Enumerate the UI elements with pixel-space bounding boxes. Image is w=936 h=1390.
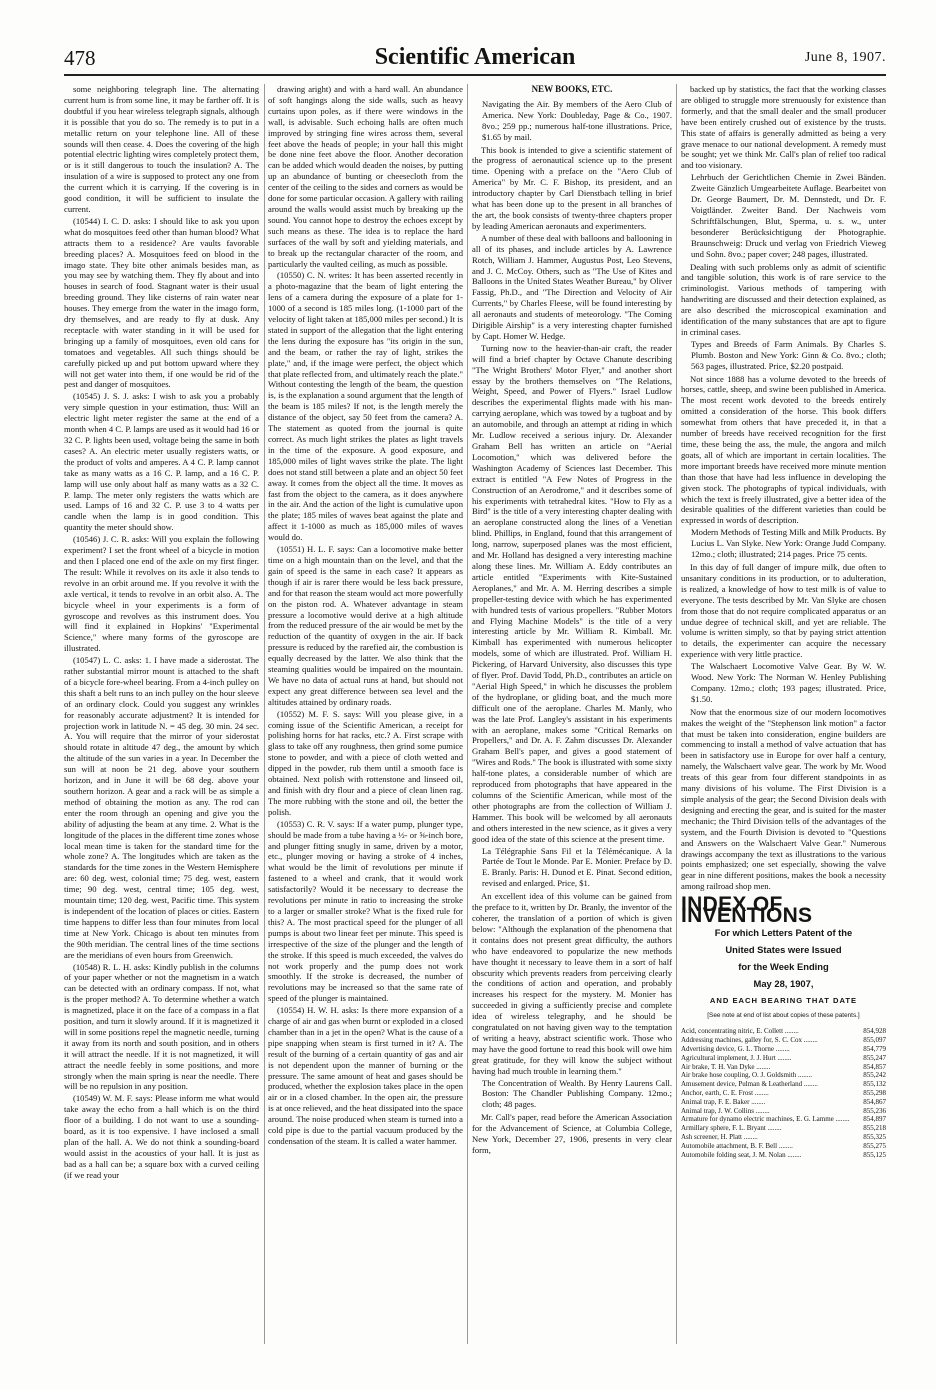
patent-entry (681, 1063, 886, 1072)
patent-number: 854,897 (863, 1115, 886, 1124)
patent-entry (681, 1071, 886, 1080)
patent-number: 855,097 (863, 1036, 886, 1045)
index-subtitle: For which Letters Patent of the (714, 926, 853, 938)
review-paragraph: Not since 1888 has a volume devoted to the breeds of horses, cattle, sheep, and swine been published in America. The most recent work devoted to the breeds entirely omitted a consideration of the horse. This book differs somewhat from others that have preceded it, in that a number of breeds have received recognition for the first time, these being the ass, the mule, the angora and milch goats, all of which are important in certain localities. The more important breeds have received more minute mention than those that have had less influence in developing the given stock. The photographs of typical individuals, with which the text is freely illustrated, give a better idea of the desirable qualities of the different varieties than could be expressed in words of description. (681, 373, 886, 526)
journal-title: Scientific American (374, 44, 576, 70)
book-entry: The Walschaert Locomotive Valve Gear. By W. W. Wood. New York: The Norman W. Henley Publishing Company. 12mo.; cloth; 193 pages; illustrated. Price, $1.50. (691, 661, 886, 704)
index-note: [See note at end of list about copies of these patents.] (707, 1011, 860, 1019)
review-paragraph: Now that the enormous size of our modern locomotives makes the weight of the "Stephenson link motion" a factor that must be taken into consideration, engine builders are commencing to install a method of valve actuation that has been in satisfactory use in Europe for over half a century, namely, the Walschaert valve gear. The work by Mr. Wood treats of this gear from four different standpoints in as many divisions of his volume. The First Division is a simple analysis of the gear; the Second Division deals with designing and erecting the gear, and is suited for the master mechanic; the Third Division tells of the advantages of the system, and the Fourth Division is devoted to "Questions and Answers on the Walschaert Valve Gear." Numerous drawings accompany the text as illustrations to the various points emphasized; one set especially, showing the valve gear in nine different positions, makes the book a necessity among railroad shop men. (681, 706, 886, 892)
review-paragraph: Turning now to the heavier-than-air craft, the reader will find a brief chapter by Octave Chanute describing "The Wright Brothers' Motor Flyer," and another short essay by the brothers themselves on "The Relations, Weight, Speed, and Power of Flyers." Israel Ludlow describes the experimental flights made with his man-carrying aeroplane, which was towed by a tugboat and by an automobile, and through an attempt at riding in which Mr. Ludlow received a serious injury. Dr. Alexander Graham Bell has written an article on "Aerial Locomotion," which was delivered before the Washington Academy of Sciences last December. This extract is entitled "A Few Notes of Progress in the Construction of an Aerodrome," and it describes some of his experiments with tetrahedral kites. "How to Fly as a Bird" is the title of a very interesting chapter dealing with an aeroplane constructed along the lines of a Venetian blind. Phillips, in England, found that this arrangement of long, narrow, superposed planes was the most efficient, and Mr. Holland has designed a very interesting machine along these lines. Mr. William A. Eddy contributes an article entitled "Experiments with Kite-Sustained Aeroplanes," and Mr. A. M. Herring describes a simple propeller-testing device with which he has experimented with hundred tests of various propellers. "Rubber Motors and Flying Machine Models" is the title of a very interesting article by Mr. William R. Kimball. Mr. Kimball has experimented with numerous helicopter models, some of which are illustrated. Prof. William H. Pickering, of Harvard University, also discusses this type of flyer. Prof. David Todd, Ph.D., contributes an article on "Aerial High Speed," in which he discusses the problem of the hydroplane, or gliding boat, and the much more difficult one of the aeroplane. Charles M. Manly, who was the late Prof. Langley's assistant in his experiments with an aeroplane, makes some "Critical Remarks on Propellers," and Dr. A. F. Zahm discusses Dr. Alexander Graham Bell's paper, and gives a good statement of "Wires and Rods." The book is illustrated with some sixty half-tone plates, a considerable number of which are reproduced from photographs that have appeared in the columns of the Scientific American, while most of the other photographs are from the collection of William J. Hammer. This book will be welcomed by all aeronauts and others interested in the new science, as it gives a very good idea of the state of this science at the present time. (472, 342, 672, 844)
review-paragraph: This book is intended to give a scientific statement of the progress of aeronautical science up to the present time. Opening with a preface on the "Aero Club of America" by Mr. C. F. Bishop, its president, and an introductory chapter by Carl Dienstbach telling in brief what has been done up to the present in all branches of the art, the book consists of twenty-three chapters proper by leading American aeronauts and experimenters. (472, 144, 672, 231)
book-entry: La Télégraphie Sans Fil et la Télémécanique. A la Partée de Tout le Monde. Par E. Monier. Preface by D. E. Branly. Paris: H. Dunod et E. Pinat. Second edition, revised and enlarged. Price, $1. (482, 845, 672, 889)
review-paragraph: In this day of full danger of impure milk, due often to unsanitary conditions in its production, or to adulteration, is realized, a knowledge of how to test milk is of value to everyone. The tests described by Mr. Van Slyke are chosen from those that do not require complicated apparatus or an undue degree of technical skill, and yet are reliable. The volume is written simply, so that by paying strict attention to details, the experimenter can acquire the necessary experience with very little practice. (681, 561, 886, 660)
patent-number: 855,298 (863, 1088, 886, 1097)
patent-number: 855,325 (863, 1132, 886, 1141)
patent-name: Acid, concentrating nitric, E. Collett ........ (681, 1027, 799, 1036)
patent-name: Air brake, T. H. Van Dyke ........ (681, 1062, 771, 1071)
query-paragraph: (10548) R. L. H. asks: Kindly publish in the columns of your paper whether or not the magnetism in a watch can be detected with an ordinary compass. If not, what is the proper method? A. To determine whether a watch is magnetized, place it on the face of a compass in a flat position, and turn it slowly around. If it is magnetized it will in some positions repel the magnetic needle, turning it away from its north and south position, and in others it will attract the needle. If it is not magnetized, it will attract the needle feebly in some positions, and more strongly when the main spring is near the needle. There will be no repulsion in any position. (64, 961, 259, 1092)
patent-name: Addressing machines, galley for, S. C. Cox ........ (681, 1036, 818, 1045)
patent-name: Ash screener, H. Platt ........ (681, 1132, 758, 1141)
patent-entry (681, 1027, 886, 1036)
index-subtitle: United States were Issued (725, 943, 842, 955)
page-header (64, 44, 886, 74)
patent-entry (681, 1133, 886, 1142)
patent-name: Agricultural implement, J. J. Hurt ........ (681, 1053, 792, 1062)
patent-name: Armillary sphere, F. L. Bryant ........ (681, 1124, 782, 1133)
query-paragraph: (10547) L. C. asks: 1. I have made a siderostat. The rather substantial mirror mount is attached to the shaft of a bicycle fore-wheel bearing. From a 4-inch pulley on this shaft a belt runs to an inch pulley on the hour sleeve of an ordinary clock. Could you suggest any wrinkles for reasonably accurate adjustment? It is intended for projection work in latitude N. = 45 deg. 30 min. 24 sec. A. You will require that the mirror of your siderostat should rotate in altitude 47 deg., the amount by which the altitude of the sun varies in a year. In December the sun will at noon be 21 deg. above your southern horizon, and in June it will be 68 deg. above your southern horizon. A gear and a rack will be as simple a method of obtaining the motion as any. The rod can enter the room through an opening and give you the ability of adjusting the beam at any time. 2. What is the longitude of the places in the different time zones whose local mean time is taken for the standard time for the whole zone? A. The longitudes which are taken as the standards for the time zones in the Western Hemisphere are: 60 deg. west, colonial time; 75 deg. west, eastern time; 90 deg. west, central time; 105 deg. west, mountain time; 120 deg. west, Pacific time. This system is independent of the location of places or cities. Eastern time happens to differ less than four minutes from local time at New York. Chicago is about ten minutes from the 90th meridian. The central lines of the time sections are the meridians of even hours from Greenwich. (64, 655, 259, 960)
patent-entry (681, 1107, 886, 1116)
patent-name: Anchor, earth, C. E. Frost ........ (681, 1088, 769, 1097)
review-paragraph: Dealing with such problems only as admit of scientific and tangible solution, this work is of rare service to the criminologist. Various methods of tampering with handwriting are discussed and their detection explained, as are also described the microscopical examination and identification of the many substances that are apt to figure in criminal cases. (681, 261, 886, 337)
book-entry: Types and Breeds of Farm Animals. By Charles S. Plumb. Boston and New York: Ginn & Co. 8vo.; cloth; 563 pages, illustrated. Price, $2.20 postpaid. (691, 338, 886, 371)
review-paragraph: Mr. Call's paper, read before the American Association for the Advancement of Science, at Columbia College, New York, December 27, 1906, presents in very clear form, (472, 1112, 672, 1155)
column-divider (676, 84, 677, 1344)
patent-entry (681, 1080, 886, 1089)
column-1 (64, 84, 259, 1344)
query-paragraph: (10553) C. R. V. says: If a water pump, plunger type, should be made from a tube having a ½- or ⅝-inch bore, and plunger fitting snugly in same, driven by a motor, etc., plunger moving or having a stroke of 4 inches, what would be the limit of revolutions per minute if fastened to a wheel and crank, that it would work satisfactorily? Would it be necessary to decrease the revolutions per minute in ratio to increasing the stroke to a larger or smaller stroke? What is the fixed rule for this? A. The most practical speed for the plunger of all pumps is about two linear feet per minute. This speed is irrespective of the size of the plunger and the length of the stroke. If this speed is much exceeded, the valves do not work properly and the pump does not work smoothly. If the stroke is decreased, the number of revolutions may be increased so that the same rate of speed of the plunger is maintained. (268, 818, 463, 1004)
review-paragraph: backed up by statistics, the fact that the working classes are obliged to struggle more strenuously for existence than formerly, and that the small dealer and the small producer have been entirely crushed out of existence by the trusts. This state of affairs is generally admitted as being a very grave menace to our national development. A remedy must be sought; yet we think Mr. Call's plan of relief too radical and too visionary. (681, 84, 886, 171)
review-paragraph: An excellent idea of this volume can be gained from the preface to it, written by Dr. Branly, the inventor of the coherer, the translation of a portion of which is given below: "Although the explanation of the phenomena that it contains does not present great difficulty, the authors who have endeavored to popularize the new methods have thought it necessary to leave them in a sort of half obscurity which prevents readers from perceiving clearly the conditions of action and operation, and probably increases his respect for the mystery. M. Monier has succeeded in giving a sufficiently precise and complete idea of wireless telegraphy, and he should be congratulated on not having given way to the temptation of writing a heavy, abstract scientific work. Those who may have the good fortune to read this book will owe him great gratitude, for they will know the subject without having had much trouble in learning them." (472, 891, 672, 1076)
review-paragraph: A number of these deal with balloons and ballooning in all of its phases, and include articles by A. Lawrence Rotch, William J. Hammer, Augustus Post, Leo Stevens, and J. C. McCoy. Others, such as "The Use of Kites and Balloons in the United States Weather Bureau," by Oliver Fassig, Ph.D., and "The Direction and Velocity of Air Currents," by Charles Fleese, will be found interesting by all aeronauts and students of meteorology. "The Coming Dirigible Airship" is a very interesting chapter furnished by Capt. Homer W. Hedge. (472, 232, 672, 341)
index-subtitle: May 28, 1907, (753, 977, 814, 989)
query-paragraph: some neighboring telegraph line. The alternating current hum is from some line, it may be farther off. It is doubtful if you hear wireless telegraph signals, although it is possible that you do so. The remedy is to put in a metallic return on your telephone line. All of these sounds will then cease. 4. Does the covering of the high potential electric lighting wires completely protect them, or is it still dangerous to touch the insulation? A. The insulation of a wire is supposed to protect any one from the current which it is carrying. If the covering is in good condition, it will be sufficient to insulate the current. (64, 84, 259, 214)
patent-number: 854,867 (863, 1097, 886, 1106)
patent-name: Amusement device, Pulman & Leatherland ........ (681, 1080, 818, 1089)
patent-entry (681, 1045, 886, 1054)
patent-number: 855,247 (863, 1053, 886, 1062)
patent-number: 855,132 (863, 1080, 886, 1089)
column-divider (467, 84, 468, 1344)
patent-entry (681, 1151, 886, 1160)
patent-entry (681, 1124, 886, 1133)
patent-name: Advertising device, G. L. Thorne ........ (681, 1045, 790, 1053)
book-entry: The Concentration of Wealth. By Henry Laurens Call. Boston: The Chandler Publishing Company. 12mo.; cloth; 48 pages. (482, 1077, 672, 1110)
index-subtitle: AND EACH BEARING THAT DATE (709, 995, 858, 1005)
patent-name: Automobile folding seat, J. M. Nolan ........ (681, 1150, 802, 1159)
page-number: 478 (64, 46, 96, 70)
column-3 (472, 84, 672, 1344)
book-entry: Lehrbuch der Gerichtlichen Chemie in Zwei Bänden. Zweite Gänzlich Umgearbeitete Auflage. Bearbeitet von Dr. George Baumert, Dr. M. Dennstedt, und Dr. F. Voigtländer. Zweiter Band. Der Nachweis vom Schriftfälschungen, Blut, Sperma, u. s. w., unter besonderer Berücksichtigung der Photographie. Braunschweig: Druck und verlag von Friedrich Vieweg und Sohn. 8vo.; paper cover; 248 pages, illustrated. (691, 172, 886, 259)
patent-number: 855,242 (863, 1071, 886, 1080)
patent-number: 854,857 (863, 1062, 886, 1071)
query-paragraph: drawing aright) and with a hard wall. An abundance of soft hangings along the side walls, such as heavy curtains upon poles, as if there were windows in the wall, is advisable. Such echoing halls are often much improved by stringing fine wires across them, several feet above the heads of people; in your hall this might be done nine feet above the floor. Another decoration can be added which would deaden the noises, by putting up an abundance of bunting or cheesecloth from the center of the ceiling to the sides and corners as would be done for some particular occasion. A gallery with railing around the walls would assist much by breaking up the sound. You cannot hope to destroy the echoes except by such means as these. The idea is to replace the hard surfaces of the wall by soft and yielding materials, and to break up the rectangular character of the room, and particularly the vaulted ceiling, as much as possible. (268, 84, 463, 269)
column-divider (264, 84, 265, 1344)
index-title: INDEX OF INVENTIONS (681, 893, 813, 928)
query-paragraph: (10545) J. S. J. asks: I wish to ask you a probably very simple question in your estimation, thus: Will an electric light meter register the same at the end of a month when 4 C. P. lamps are used as it would had 16 or 32 C. P. lights been used, voltage being the same in both cases? A. An electric meter usually registers watts, or the product of volts and amperes. A 4 C. P. lamp cannot take as many watts as a 16 C. P. lamp, and a 16 C. P. lamp will use only about half as many watts as a 32 C. P. lamp. The meter only registers the watts which are used. Lamps of 16 and 32 C. P. use 3 to 4 watts per candle when the lamp is in good condition. This quantity the meter should show. (64, 391, 259, 533)
index-subtitle: for the Week Ending (738, 960, 829, 972)
query-paragraph: (10544) I. C. D. asks: I should like to ask you upon what do mosquitoes feed other than human blood? What attracts them to a residence? Are vaults favorable breeding places? A. Mosquitoes feed on blood in the imago state. They bite other animals besides man, as you may see by watching them. They fly about and into houses in search of food. Stagnant water is their usual breeding ground. They like cisterns of rain water near houses. They emerge from the water in the imago form, dry themselves, and are ready to fly at dusk. Any receptacle with water standing in it will be used for bringing up a family of mosquitoes, even old cans for tomatoes and vegetables. All such things should be carefully picked up and put bottom upward where they will not get water into them, if one would be rid of the pest and danger of mosquitoes. (64, 215, 259, 390)
column-4 (681, 84, 886, 1344)
column-2 (268, 84, 463, 1344)
patent-name: Automobile attachment, B. F. Bell ........ (681, 1141, 793, 1150)
book-entry: Modern Methods of Testing Milk and Milk Products. By Lucius L. Van Slyke. New York: Orange Judd Company. 12mo.; cloth; illustrated; 214 pages. Price 75 cents. (691, 527, 886, 560)
patent-name: Armature for dynamo electric machines, E. G. Lamme ........ (681, 1115, 850, 1124)
query-paragraph: (10549) W. M. F. says: Please inform me what would take away the echo from a hall which is on the third floor of a building. I do not want to use a sounding-board, as it is too expensive. I have inclosed a small plan of the hall. A. We do not think a sounding-board would assist in the acoustics of your hall. It is just as bad as a hall can be; a square box with a curved ceiling (if we read your (64, 1093, 259, 1180)
query-paragraph: (10551) H. L. F. says: Can a locomotive make better time on a high mountain than on the level, and that the gain of speed is the same in each case? It appears as though if air is rarer there would be less back pressure, and for that reason the steam would act more powerfully on the piston rod. A. Whatever advantage in steam pressure a locomotive would derive at a high altitude from the reduced pressure of the air would be met by the reduction of the quantity of oxygen in the air. If back pressure is reduced by the rarefied air, the combustion is equally decreased by the latter. We also think that the steaming qualities would be impaired on the mountain. We have no data of actual runs at hand, but should not expect any great difference between sea level and the altitudes attained by ordinary roads. (268, 544, 463, 707)
patent-number: 854,928 (863, 1027, 886, 1036)
patent-number: 854,779 (863, 1045, 886, 1053)
query-paragraph: (10554) H. W. H. asks: Is there more expansion of a charge of air and gas when burnt or exploded in a closed chamber than in a jet in the open? What is the cause of a pipe snapping when steam is first turned in it? A. The result of the burning of a certain quantity of gas and air is not dependent upon the manner of burning or the pressure. The same amount of heat and gases should be produced, whether the explosion takes place in the open air or in a closed chamber. In the open air, the pressure is at once relieved, and the heat dissipated into the space around. The noise produced when steam is turned into a cold pipe is due to the partial vacuum produced by the condensation of the steam. It is called a water hammer. (268, 1005, 463, 1146)
patent-number: 855,275 (863, 1141, 886, 1150)
patent-name: Animal trap, J. W. Collins ........ (681, 1106, 770, 1115)
patent-entry (681, 1036, 886, 1045)
header-rule (64, 74, 886, 76)
patent-number: 855,218 (863, 1124, 886, 1133)
patent-entry (681, 1142, 886, 1151)
section-heading: NEW BOOKS, ETC. (531, 84, 613, 94)
patent-entry (681, 1115, 886, 1124)
query-paragraph: (10546) J. C. R. asks: Will you explain the following experiment? I set the front wheel of a bicycle in motion and then I placed one end of the axle on my first finger. The result: While it revolves on its axle it also tends to revolve in an orbit around me. If you revolve it with the axle vertical, it tends to revolve in an orbit also. A. The bicycle wheel in your experiments is a form of gyroscope and revolves as this instrument does. You will find it explained in Hopkins' "Experimental Science," where many forms of the gyroscope are illustrated. (64, 534, 259, 654)
query-paragraph: (10552) M. F. S. says: Will you please give, in a coming issue of the Scientific American, a receipt for polishing horns for hat racks, etc.? A. First scrape with glass to take off any roughness, then grind some pumice stone to powder, and with a piece of cloth wetted and dipped in the powder, rub them until a smooth face is obtained. Next polish with rottenstone and linseed oil, and finish with dry flour and a piece of clean linen rag. The more rubbing with the stone and oil, the better the polish. (268, 708, 463, 817)
patent-number: 855,236 (863, 1106, 886, 1115)
query-paragraph: (10550) C. N. writes: It has been asserted recently in a photo-magazine that the beam of light entering the lens of a camera during the exposure of a plate for 1-1000 of a second is 185 miles long. (1-1000 part of the velocity of light taken at 185,000 miles per second.) It is stated in support of the allegation that the light entering the lens during the exposure has "its origin in the sun, and the beam, or rather the ray of light, strikes the plate," and, if the image were perfect, the object which that plate reflected from, and ultimately reach the plate." Without contesting the length of the beam, the question is, is the explanation a sound argument that the length of the beam is 185 miles? If not, is the length merely the distance of the object, say 50 feet from the camera? A. The statement as quoted from the journal is quite correct. As much light strikes the plates as light travels in the time of the exposure. A good exposure, and 185,000 miles of light waves strike the plate. The light does not stand still between a plate and an object 50 feet away. It comes from the object all the time. It moves as fast from the object to the camera, as it does anywhere in the air. And the action of the light is cumulative upon the plate; 185 miles of waves beat against the plate and affect it 1-1000 as much as 185,000 miles of waves would do. (268, 270, 463, 543)
patent-name: Air brake hose coupling, O. J. Goldsmith ........ (681, 1071, 813, 1080)
patent-name: Animal trap, F. E. Baker ........ (681, 1097, 766, 1106)
issue-date: June 8, 1907. (804, 50, 886, 65)
patent-entry (681, 1054, 886, 1063)
patent-entry (681, 1098, 886, 1107)
patent-entry (681, 1089, 886, 1098)
book-entry: Navigating the Air. By members of the Aero Club of America. New York: Doubleday, Page & Co., 1907. 8vo.; 259 pp.; numerous half-tone illustrations. Price, $1.65 by mail. (482, 98, 672, 142)
patent-number: 855,125 (863, 1150, 886, 1159)
